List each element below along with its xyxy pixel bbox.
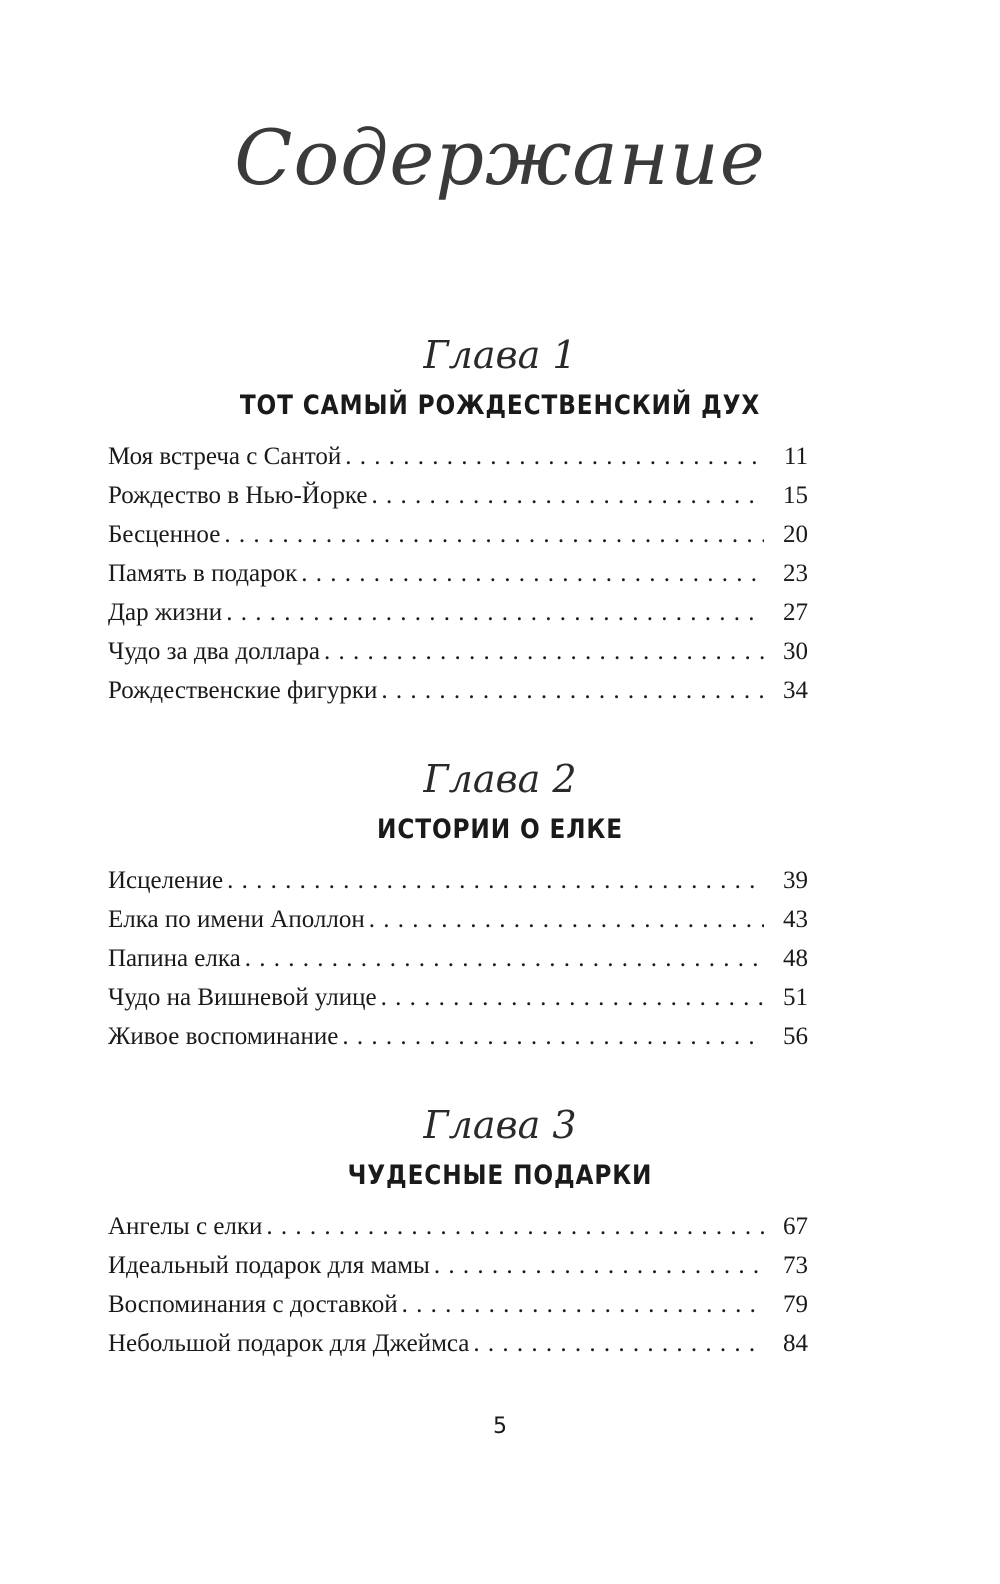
toc-entry-title: Исцеление [108, 867, 224, 894]
toc-entry[interactable] [108, 1017, 808, 1056]
toc-page-number: 20 [783, 521, 808, 548]
toc-page-number: 51 [783, 984, 808, 1011]
toc-leader-dots [227, 861, 764, 900]
toc-leader-dots [226, 593, 764, 632]
chapter-2-toc [108, 861, 808, 1056]
toc-leader-dots [245, 939, 764, 978]
toc-entry[interactable] [108, 978, 808, 1017]
toc-page-number: 15 [783, 482, 808, 509]
chapter-2-heading [0, 754, 1000, 850]
toc-entry[interactable] [108, 1285, 808, 1324]
toc-page-number: 43 [783, 906, 808, 933]
page-number: 5 [493, 1414, 507, 1439]
chapter-1-heading [0, 330, 1000, 426]
chapter-label: Глава 3 [423, 1103, 577, 1147]
toc-leader-dots [342, 1017, 764, 1056]
toc-leader-dots [301, 554, 764, 593]
toc-entry-title: Идеальный подарок для мамы [108, 1252, 430, 1279]
toc-page-number: 39 [783, 867, 808, 894]
toc-page-number: 73 [783, 1252, 808, 1279]
toc-leader-dots [434, 1246, 764, 1285]
chapter-3-heading [0, 1100, 1000, 1196]
toc-entry[interactable] [108, 939, 808, 978]
chapter-3-toc [108, 1207, 808, 1363]
chapter-title: ТОТ САМЫЙ РОЖДЕСТВЕНСКИЙ ДУХ [239, 390, 761, 421]
toc-entry-title: Живое воспоминание [108, 1023, 339, 1050]
chapter-title: ЧУДЕСНЫЕ ПОДАРКИ [347, 1160, 653, 1191]
chapter-label: Глава 2 [423, 757, 577, 801]
toc-entry[interactable] [108, 671, 808, 710]
toc-leader-dots [224, 515, 764, 554]
chapter-title: ИСТОРИИ О ЕЛКЕ [377, 814, 623, 845]
toc-entry[interactable] [108, 900, 808, 939]
toc-page-number: 56 [783, 1023, 808, 1050]
toc-page-number: 79 [783, 1291, 808, 1318]
toc-entry[interactable] [108, 1324, 808, 1363]
toc-page-number: 23 [783, 560, 808, 587]
toc-entry[interactable] [108, 515, 808, 554]
toc-entry[interactable] [108, 861, 808, 900]
toc-leader-dots [473, 1324, 764, 1363]
toc-entry-title: Елка по имени Аполлон [108, 906, 365, 933]
toc-leader-dots [345, 437, 764, 476]
toc-entry-title: Память в подарок [108, 560, 298, 587]
toc-entry-title: Бесценное [108, 521, 221, 548]
toc-entry[interactable] [108, 593, 808, 632]
toc-page-number: 11 [783, 443, 808, 470]
toc-entry-title: Дар жизни [108, 599, 223, 626]
toc-entry-title: Небольшой подарок для Джеймса [108, 1330, 470, 1357]
toc-page-number: 30 [783, 638, 808, 665]
toc-leader-dots [266, 1207, 764, 1246]
toc-leader-dots [381, 671, 764, 710]
toc-page-number: 34 [783, 677, 808, 704]
toc-entry[interactable] [108, 437, 808, 476]
toc-leader-dots [369, 900, 764, 939]
page-title: Содержание [234, 113, 766, 202]
toc-page-number: 27 [783, 599, 808, 626]
toc-entry-title: Моя встреча с Сантой [108, 443, 342, 470]
toc-entry[interactable] [108, 476, 808, 515]
toc-entry-title: Чудо за два доллара [108, 638, 320, 665]
toc-entry-title: Чудо на Вишневой улице [108, 984, 377, 1011]
chapter-label: Глава 1 [423, 333, 577, 377]
toc-leader-dots [381, 978, 764, 1017]
toc-entry[interactable] [108, 632, 808, 671]
toc-page-number: 48 [783, 945, 808, 972]
toc-leader-dots [402, 1285, 764, 1324]
toc-entry[interactable] [108, 554, 808, 593]
toc-page-number: 67 [783, 1213, 808, 1240]
toc-entry-title: Воспоминания с доставкой [108, 1291, 398, 1318]
toc-entry-title: Папина елка [108, 945, 241, 972]
toc-leader-dots [371, 476, 764, 515]
toc-page-number: 84 [783, 1330, 808, 1357]
toc-entry[interactable] [108, 1246, 808, 1285]
toc-entry-title: Рождество в Нью-Йорке [108, 482, 368, 509]
toc-leader-dots [324, 632, 764, 671]
chapter-1-toc [108, 437, 808, 710]
toc-entry-title: Рождественские фигурки [108, 677, 378, 704]
toc-entry-title: Ангелы с елки [108, 1213, 263, 1240]
toc-entry[interactable] [108, 1207, 808, 1246]
